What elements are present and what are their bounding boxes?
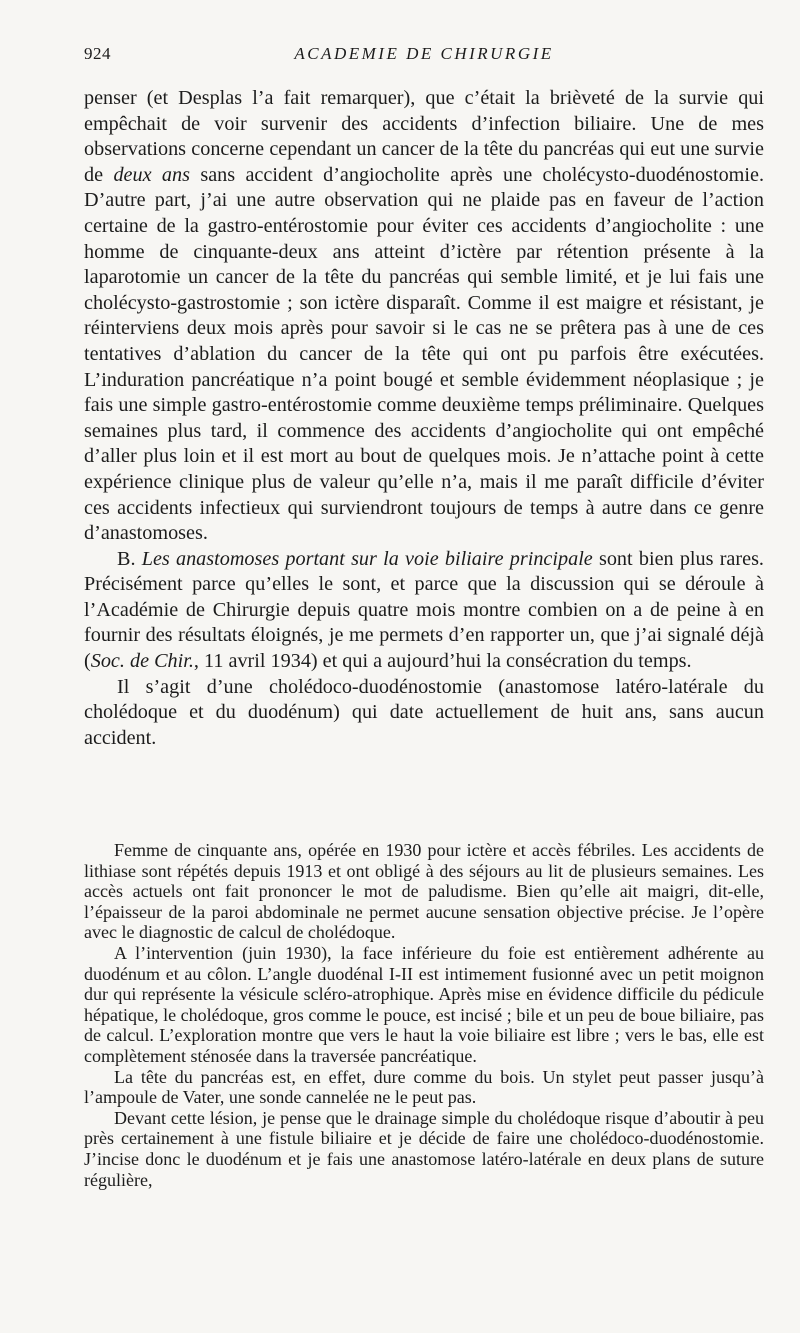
page-number: 924	[84, 44, 111, 63]
paragraph-text: sans accident d’angiocholite après une cholécysto-duodénostomie. D’autre part, j’ai une autre observation qui ne plaide pas en faveur de l’action certaine de la gastro-entérostomie pour éviter ces accidents d’angiocholite : une homme de cinquante-deux ans atteint d’ictère par rétention présente à la laparotomie un cancer de la tête du pancréas qui semble limité, et je lui fais une cholécysto-gastrostomie ; son ictère disparaît. Comme il est maigre et résistant, je réinterviens deux mois après pour savoir si le cas ne se prêtera pas à une de ces tentatives d’ablation du cancer de la tête qui ont pu parfois être exécutées. L’induration pancréatique n’a point bougé et semble évidemment néoplasique ; je fais une simple gastro-entérostomie comme deuxième temps préliminaire. Quelques semaines plus tard, il commence des accidents d’angiocholite qui ont empêché d’aller plus loin et il est mort au bout de quelques mois. Je n’attache point à cette expérience clinique plus de valeur qu’elle n’a, mais il me paraît difficile d’éviter ces accidents infectieux qui surviendront toujours de temps à autre dans ce genre d’anastomoses.	[84, 163, 764, 545]
paragraph-survie	[84, 86, 764, 547]
paragraph-text: , 11 avril 1934) et qui a aujourd’hui la consécration du temps.	[193, 650, 692, 673]
emphasis-text: deux ans	[113, 163, 190, 186]
main-text	[84, 86, 764, 751]
case-paragraph: A l’intervention (juin 1930), la face inférieure du foie est entièrement adhérente au duodénum et au côlon. L’angle duodénal I-II est intimement fusionné avec un petit moignon dur qui représente la vésicule scléro-atrophique. Après mise en évidence difficile du pédicule hépatique, le cholédoque, gros comme le pouce, est incisé ; bile et un peu de boue biliaire, pas de calcul. L’exploration montre que vers le haut la voie biliaire est libre ; vers le bas, elle est complètement sténosée dans la traversée pancréatique.	[84, 942, 764, 1066]
case-report	[84, 840, 764, 1190]
paragraph-section-b	[84, 547, 764, 675]
running-title: ACADEMIE DE CHIRURGIE	[294, 44, 554, 63]
case-paragraph: Femme de cinquante ans, opérée en 1930 pour ictère et accès fébriles. Les accidents de lithiase sont répétés depuis 1913 et ont obligé à des séjours au lit de plusieurs semaines. Les accès actuels ont fait prononcer le mot de paludisme. Bien qu’elle ait maigri, dit-elle, l’épaisseur de la paroi abdominale ne permet aucune sensation objective précise. Je l’opère avec le diagnostic de calcul de cholédoque.	[84, 840, 764, 943]
section-heading: Les anastomoses portant sur la voie biliaire principale	[141, 547, 593, 570]
page-header	[84, 44, 764, 72]
paragraph-choledoco: Il s’agit d’une cholédoco-duodénostomie (anastomose latéro-latérale du cholédoque et du duodénum) qui date actuellement de huit ans, sans aucun accident.	[84, 675, 764, 749]
paragraph-text: sont bien plus rares. Précisément parce qu’elles le sont, et parce que la discussion qui se déroule à l’Académie de Chirurgie depuis quatre mois montre combien on a de peine à en fournir des résultats éloignés, je me permets d’en rapporter un, que j’ai signalé déjà (	[84, 547, 764, 673]
section-marker: B.	[117, 547, 142, 570]
paragraph-text: penser (et Desplas l’a fait remarquer), que c’était la brièveté de la survie qui empêchait de voir survenir des accidents d’infection biliaire. Une de mes observations concerne cependant un cancer de la tête du pancréas qui eut une survie de	[84, 87, 764, 186]
case-paragraph: La tête du pancréas est, en effet, dure comme du bois. Un stylet peut passer jusqu’à l’ampoule de Vater, une sonde cannelée ne le peut pas.	[84, 1066, 764, 1108]
citation: Soc. de Chir.	[90, 650, 194, 673]
case-paragraph: Devant cette lésion, je pense que le drainage simple du cholédoque risque d’aboutir à peu près certainement à une fistule biliaire et je décide de faire une cholédoco-duodénostomie. J’incise donc le duodénum et je fais une anastomose latéro-latérale en deux plans de suture régulière,	[84, 1107, 764, 1190]
